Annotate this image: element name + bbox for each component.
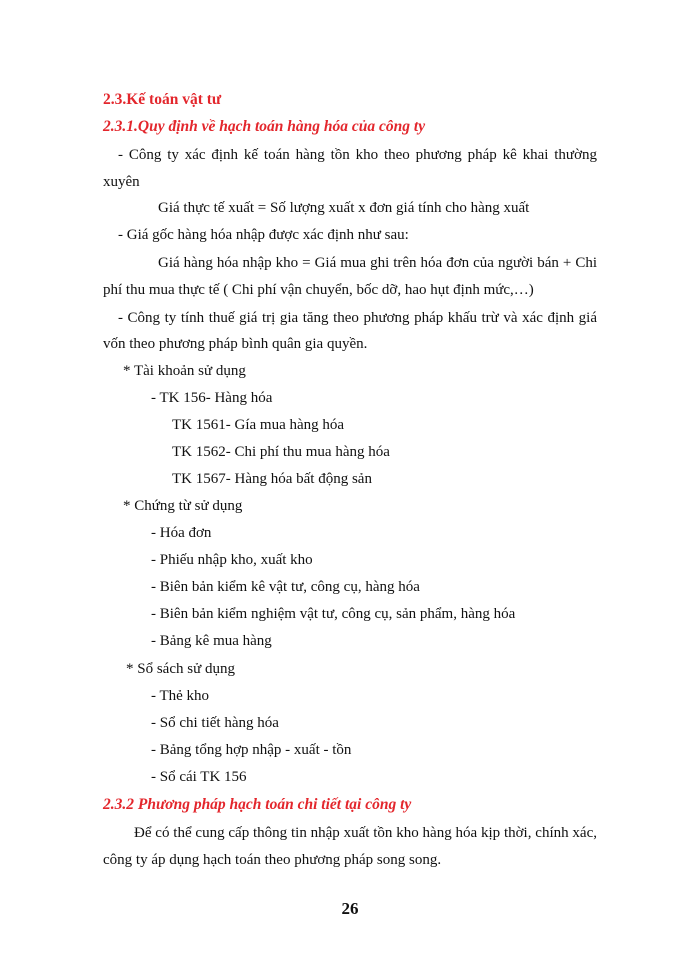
accounts-title: * Tài khoản sử dụng <box>123 363 246 379</box>
paragraph-1-line-1: - Công ty xác định kế toán hàng tồn kho theo phương pháp kê khai thường <box>118 147 597 163</box>
formula-1: Giá thực tế xuất = Số lượng xuất x đơn giá tính cho hàng xuất <box>158 200 530 216</box>
book-item: - Bảng tổng hợp nhập - xuất - tồn <box>151 742 352 758</box>
book-item: - Sổ chi tiết hàng hóa <box>151 715 279 731</box>
formula-2-line-2: phí thu mua thực tế ( Chi phí vận chuyển, bốc dỡ, hao hụt định mức,…) <box>103 282 534 298</box>
voucher-item: - Biên bản kiểm kê vật tư, công cụ, hàng hóa <box>151 579 420 595</box>
subsection-heading-1: 2.3.1.Quy định về hạch toán hàng hóa của công ty <box>103 118 426 135</box>
paragraph-4-line-1: Để có thể cung cấp thông tin nhập xuất tồn kho hàng hóa kịp thời, chính xác, <box>134 825 597 841</box>
voucher-item: - Hóa đơn <box>151 525 212 541</box>
voucher-item: - Biên bản kiểm nghiệm vật tư, công cụ, sản phẩm, hàng hóa <box>151 606 516 622</box>
formula-2-line-1: Giá hàng hóa nhập kho = Giá mua ghi trên hóa đơn của người bán + Chi <box>158 255 597 271</box>
paragraph-4-line-2: công ty áp dụng hạch toán theo phương pháp song song. <box>103 852 442 868</box>
book-item: - Sổ cái TK 156 <box>151 769 247 785</box>
paragraph-2: - Giá gốc hàng hóa nhập được xác định như sau: <box>118 227 409 243</box>
paragraph-3-line-1: - Công ty tính thuế giá trị gia tăng theo phương pháp khấu trừ và xác định giá <box>118 310 597 326</box>
account-item: TK 1562- Chi phí thu mua hàng hóa <box>172 444 390 460</box>
account-item: TK 1561- Gía mua hàng hóa <box>172 417 345 433</box>
voucher-item: - Bảng kê mua hàng <box>151 633 272 649</box>
account-item: - TK 156- Hàng hóa <box>151 390 273 406</box>
voucher-item: - Phiếu nhập kho, xuất kho <box>151 552 313 568</box>
account-item: TK 1567- Hàng hóa bất động sản <box>172 471 372 487</box>
subsection-heading-2: 2.3.2 Phương pháp hạch toán chi tiết tại công ty <box>103 796 412 813</box>
vouchers-title: * Chứng từ sử dụng <box>123 498 243 514</box>
paragraph-3-line-2: vốn theo phương pháp bình quân gia quyền. <box>103 336 368 352</box>
paragraph-1-line-2: xuyên <box>103 174 140 190</box>
section-heading: 2.3.Kế toán vật tư <box>103 91 222 108</box>
books-title: * Sổ sách sử dụng <box>126 661 235 677</box>
page-number: 26 <box>341 899 359 918</box>
book-item: - Thẻ kho <box>151 688 210 704</box>
